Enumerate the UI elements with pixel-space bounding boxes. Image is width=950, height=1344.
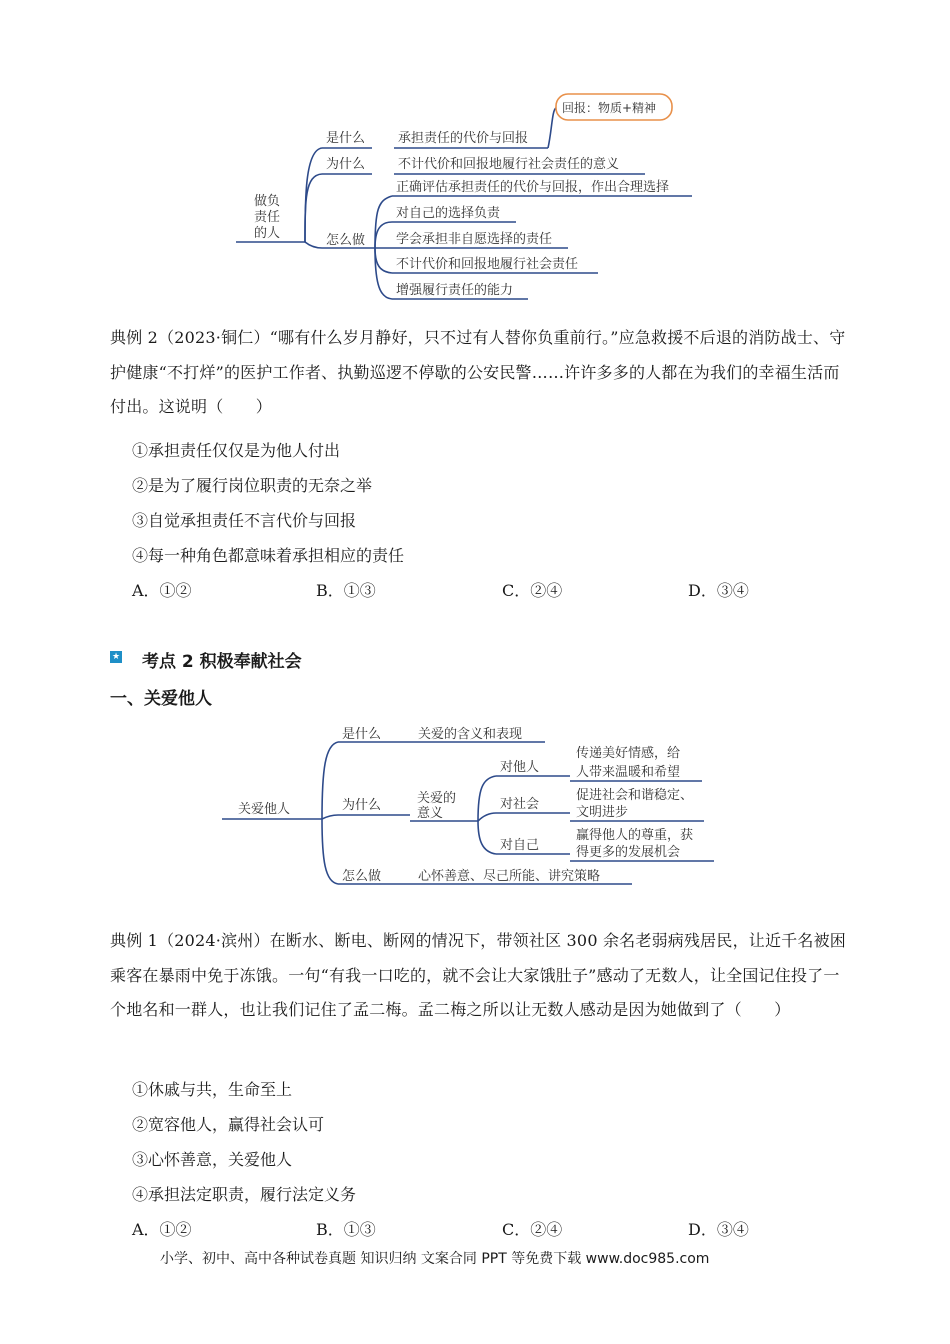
example2-choice-a: A．①② [132, 581, 192, 600]
mindmap1-how-item-3: 学会承担非自愿选择的责任 [396, 232, 553, 247]
example1-choice-a: A．①② [132, 1220, 192, 1239]
example1-choice-d: D．③④ [688, 1220, 749, 1239]
mindmap2-why-mid-line1: 关爱的 [417, 791, 457, 806]
mindmap2-society-line1: 促进社会和谐稳定、 [576, 788, 694, 803]
kaodian-title: 考点 2 积极奉献社会 [142, 652, 302, 672]
mindmap2-what-item: 关爱的含义和表现 [418, 727, 523, 742]
mindmap1-how-item-4: 不计代价和回报地履行社会责任 [396, 257, 579, 272]
mindmap2-self-line2: 得更多的发展机会 [576, 845, 681, 860]
mindmap1-what-label: 是什么 [326, 131, 366, 146]
mindmap2-target-society: 对社会 [500, 797, 540, 812]
example1-stem: 典例 1（2024·滨州）在断水、断电、断网的情况下，带领社区 300 余名老弱病残居民，让近千名被困乘客在暴雨中免于冻饿。一句“有我一口吃的，就不会让大家饿肚子”感动了无数人，让全国记住投了一个地名和一群人，也让我们记住了孟二梅。孟二梅之所以让无数人感动是因为她做到了（ ） [110, 931, 846, 1019]
example2-choice-b: B．①③ [316, 581, 376, 600]
example2-stem: 典例 2（2023·铜仁）“哪有什么岁月静好，只不过有人替你负重前行。”应急救援不后退的消防战士、守护健康“不打烊”的医护工作者、执勤巡逻不停歇的公安民警……许许多多的人都在为我们的幸福生活而付出。这说明（ ） [110, 328, 846, 416]
mindmap1-root-line1: 做负 [254, 194, 281, 209]
mindmap1-how-item-1: 正确评估承担责任的代价与回报，作出合理选择 [396, 180, 670, 195]
mindmap2-why-mid-line2: 意义 [417, 806, 444, 821]
example1-option-4: ④承担法定职责，履行法定义务 [132, 1185, 357, 1204]
example1-option-3: ③心怀善意，关爱他人 [132, 1150, 293, 1169]
mindmap2-self-line1: 赢得他人的尊重，获 [576, 828, 694, 843]
example1-choice-c: C．②④ [502, 1220, 563, 1239]
mindmap1-root-line2: 责任 [254, 210, 281, 225]
example2-option-2: ②是为了履行岗位职责的无奈之举 [132, 476, 373, 495]
footer-text: 小学、初中、高中各种试卷真题 知识归纳 文案合同 PPT 等免费下载 www.doc985.com [160, 1251, 710, 1267]
mindmap2-others-line1: 传递美好情感，给 [576, 746, 681, 761]
example2-option-4: ④每一种角色都意味着承担相应的责任 [132, 546, 405, 565]
mindmap2-how-item: 心怀善意、尽己所能、讲究策略 [418, 869, 601, 884]
mindmap1-what-item: 承担责任的代价与回报 [398, 131, 529, 146]
mindmap1-why-item: 不计代价和回报地履行社会责任的意义 [398, 157, 620, 172]
mindmap1-feedback: 回报：物质+精神 [562, 101, 657, 115]
example1-option-2: ②宽容他人，赢得社会认可 [132, 1115, 325, 1134]
example2-option-1: ①承担责任仅仅是为他人付出 [132, 441, 341, 460]
mindmap1-root-line3: 的人 [254, 226, 281, 241]
mindmap2-society-line2: 文明进步 [576, 805, 629, 820]
star-icon: ★ [111, 652, 121, 662]
section-subtitle: 一、关爱他人 [110, 689, 212, 709]
mindmap2-root: 关爱他人 [238, 802, 291, 817]
mindmap1-why-label: 为什么 [326, 157, 366, 172]
mindmap2-target-self: 对自己 [500, 838, 540, 853]
example1-option-1: ①休戚与共，生命至上 [132, 1080, 293, 1099]
mindmap1-how-item-5: 增强履行责任的能力 [396, 283, 514, 298]
example2-choice-c: C．②④ [502, 581, 563, 600]
mindmap2-others-line2: 人带来温暖和希望 [576, 765, 681, 780]
mindmap2-how-label: 怎么做 [342, 869, 382, 884]
mindmap1-how-item-2: 对自己的选择负责 [396, 206, 501, 221]
mindmap2-why-label: 为什么 [342, 798, 382, 813]
mindmap2-what-label: 是什么 [342, 727, 382, 742]
mindmap1-how-label: 怎么做 [326, 233, 366, 248]
example2-choice-d: D．③④ [688, 581, 749, 600]
mindmap2-target-others: 对他人 [500, 760, 540, 775]
example2-option-3: ③自觉承担责任不言代价与回报 [132, 511, 357, 530]
example1-choice-b: B．①③ [316, 1220, 376, 1239]
